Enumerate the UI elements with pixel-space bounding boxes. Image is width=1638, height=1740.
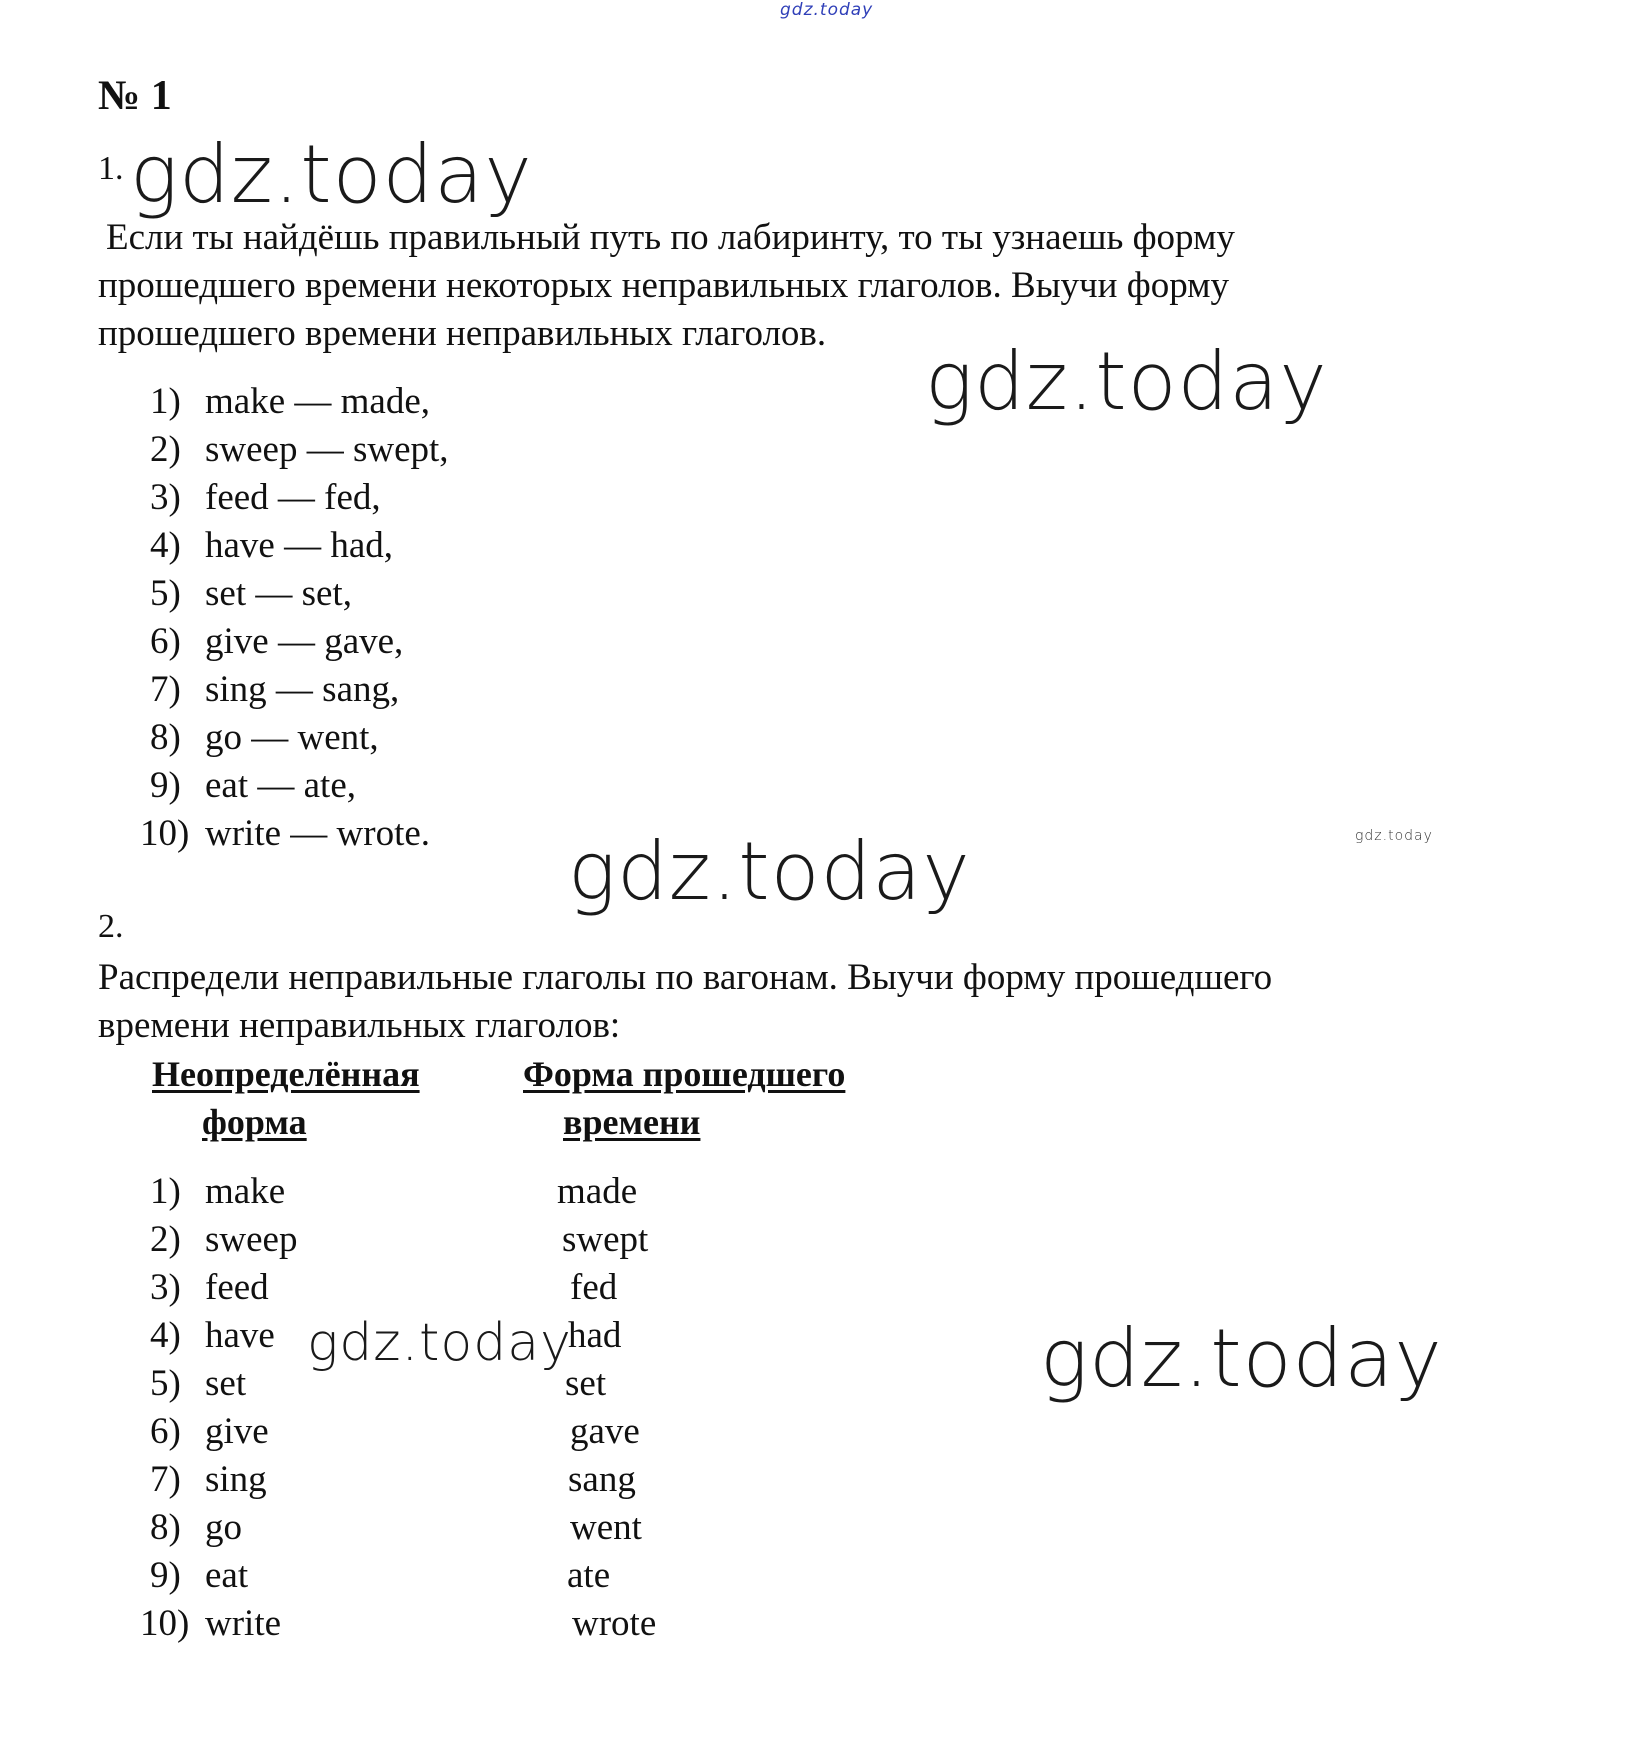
table-row-number: 9) bbox=[150, 1555, 181, 1596]
watermark-top: gdz.today bbox=[780, 0, 874, 20]
section1-instruction-full bbox=[0, 0, 1, 1]
list-item: feed — fed, bbox=[205, 477, 381, 518]
list-item: set — set, bbox=[205, 573, 352, 614]
table-cell-past: fed bbox=[570, 1267, 618, 1308]
col2-header-line1: Форма прошедшего bbox=[523, 1054, 846, 1094]
list-item-number: 2) bbox=[150, 429, 181, 470]
table-row-number: 3) bbox=[150, 1267, 181, 1308]
table-cell-infinitive: sing bbox=[205, 1459, 267, 1500]
table-row-number: 5) bbox=[150, 1363, 181, 1404]
list-item: sing — sang, bbox=[205, 669, 400, 710]
section2-number: 2. bbox=[98, 908, 124, 945]
table-cell-infinitive: sweep bbox=[205, 1219, 298, 1260]
table-cell-past: had bbox=[568, 1315, 622, 1356]
table-cell-infinitive: eat bbox=[205, 1555, 249, 1596]
section1-number: 1. bbox=[98, 150, 124, 187]
watermark-3: gdz.today bbox=[568, 825, 971, 918]
table-cell-past: went bbox=[570, 1507, 642, 1548]
list-item-number: 10) bbox=[140, 813, 190, 854]
section1-instruction-line3: прошедшего времени неправильных глаголов. bbox=[98, 313, 827, 354]
table-row-number: 2) bbox=[150, 1219, 181, 1260]
list-item: eat — ate, bbox=[205, 765, 356, 806]
table-cell-past: made bbox=[557, 1171, 638, 1212]
watermark-5: gdz.today bbox=[1040, 1312, 1443, 1405]
table-row-number: 1) bbox=[150, 1171, 181, 1212]
table-cell-past: ate bbox=[567, 1555, 611, 1596]
page-title: № 1 bbox=[98, 73, 172, 119]
list-item-number: 9) bbox=[150, 765, 181, 806]
table-cell-infinitive: set bbox=[205, 1363, 247, 1404]
list-item: go — went, bbox=[205, 717, 379, 758]
list-item-number: 8) bbox=[150, 717, 181, 758]
table-cell-infinitive: write bbox=[205, 1603, 282, 1644]
col2-header-line2: времени bbox=[563, 1102, 701, 1142]
table-row-number: 10) bbox=[140, 1603, 190, 1644]
col1-header-line2: форма bbox=[202, 1102, 307, 1142]
section1-instruction-line1: Если ты найдёшь правильный путь по лабиринту, то ты узнаешь форму bbox=[106, 217, 1235, 258]
table-cell-past: swept bbox=[562, 1219, 649, 1260]
section2-instruction-line1: Распредели неправильные глаголы по вагонам. Выучи форму прошедшего bbox=[98, 957, 1273, 998]
list-item-number: 3) bbox=[150, 477, 181, 518]
table-cell-infinitive: go bbox=[205, 1507, 242, 1548]
table-cell-past: sang bbox=[568, 1459, 636, 1500]
table-cell-infinitive: give bbox=[205, 1411, 269, 1452]
table-cell-past: set bbox=[565, 1363, 607, 1404]
list-item-number: 4) bbox=[150, 525, 181, 566]
list-item-number: 7) bbox=[150, 669, 181, 710]
table-cell-infinitive: make bbox=[205, 1171, 286, 1212]
list-item: sweep — swept, bbox=[205, 429, 449, 470]
list-item-number: 6) bbox=[150, 621, 181, 662]
table-row-number: 8) bbox=[150, 1507, 181, 1548]
list-item: give — gave, bbox=[205, 621, 404, 662]
watermark-4: gdz.today bbox=[307, 1313, 572, 1373]
section2-instruction-line2: времени неправильных глаголов: bbox=[98, 1005, 621, 1046]
watermark-1: gdz.today bbox=[130, 128, 533, 221]
table-row-number: 6) bbox=[150, 1411, 181, 1452]
list-item-number: 5) bbox=[150, 573, 181, 614]
col1-header-line1: Неопределённая bbox=[152, 1054, 420, 1094]
section1-instruction-line2: прошедшего времени некоторых неправильных глаголов. Выучи форму bbox=[98, 265, 1230, 306]
table-row-number: 7) bbox=[150, 1459, 181, 1500]
watermark-2: gdz.today bbox=[925, 335, 1328, 428]
table-cell-infinitive: feed bbox=[205, 1267, 269, 1308]
table-row-number: 4) bbox=[150, 1315, 181, 1356]
list-item: write — wrote. bbox=[205, 813, 431, 854]
list-item: make — made, bbox=[205, 381, 430, 422]
table-cell-past: gave bbox=[570, 1411, 640, 1452]
table-cell-infinitive: have bbox=[205, 1315, 275, 1356]
list-item: have — had, bbox=[205, 525, 394, 566]
list-item-number: 1) bbox=[150, 381, 181, 422]
watermark-small: gdz.today bbox=[1355, 828, 1433, 844]
table-cell-past: wrote bbox=[572, 1603, 657, 1644]
